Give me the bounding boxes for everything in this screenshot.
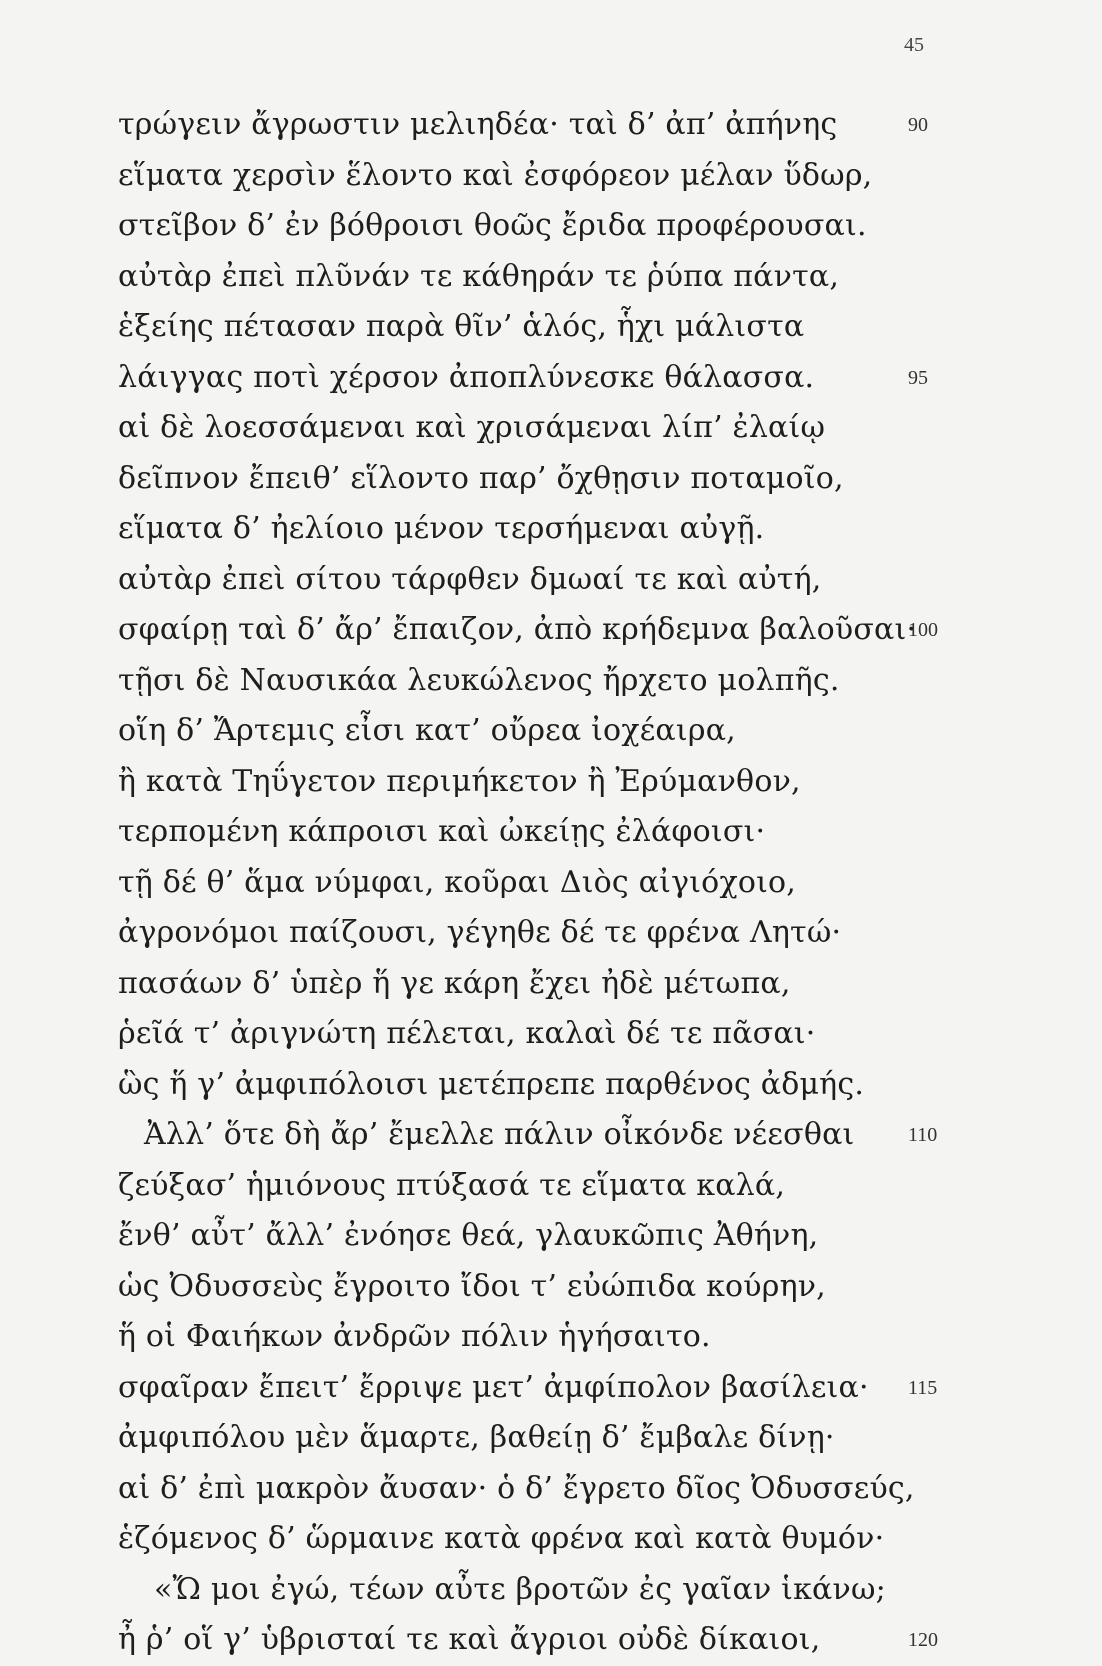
- verse-line: [118, 1363, 1078, 1414]
- verse-line: [118, 605, 1078, 656]
- verse-line: [118, 959, 1078, 1010]
- verse-line-text: τῇσι δὲ Ναυσικάα λευκώλενος ἤρχετο μολπῆς.: [118, 662, 840, 698]
- verse-line-text: ῥεῖά τ’ ἀριγνώτη πέλεται, καλαὶ δέ τε πᾶσαι·: [118, 1016, 816, 1051]
- verse-line-text: ζεύξασ’ ἡμιόνους πτύξασά τε εἵματα καλά,: [118, 1167, 786, 1203]
- verse-line-text: ἔνθ’ αὖτ’ ἄλλ’ ἐνόησε θεά, γλαυκῶπις Ἀθήνη,: [118, 1218, 819, 1253]
- verse-line-text: εἵματα δ’ ἠελίοιο μένον τερσήμεναι αὐγῇ.: [118, 511, 765, 546]
- verse-line: [118, 757, 1078, 808]
- verse-line-text: σφαῖραν ἔπειτ’ ἔρριψε μετ’ ἀμφίπολον βασίλεια·: [118, 1369, 869, 1405]
- verse-line: [118, 1009, 1078, 1060]
- verse-line-text: ὣς ἥ γ’ ἀμφιπόλοισι μετέπρεπε παρθένος ἀδμής.: [118, 1066, 865, 1102]
- verse-line-text: στεῖβον δ’ ἐν βόθροισι θοῶς ἔριδα προφέρουσαι.: [118, 208, 867, 243]
- verse-line-text: «Ὤ μοι ἐγώ, τέων αὖτε βροτῶν ἐς γαῖαν ἱκάνω;: [154, 1571, 886, 1607]
- verse-line-text: σφαίρῃ ταὶ δ’ ἄρ’ ἔπαιζον, ἀπὸ κρήδεμνα βαλοῦσαι·: [118, 612, 917, 647]
- verse-line-text: ἑζόμενος δ’ ὥρμαινε κατὰ φρένα καὶ κατὰ θυμόν·: [118, 1521, 885, 1556]
- verse-line-text: ἑξείης πέτασαν παρὰ θῖν’ ἁλός, ἧχι μάλιστα: [118, 309, 805, 344]
- verse-line: [118, 252, 1078, 303]
- verse-line: [118, 353, 1078, 404]
- verse-text: [118, 100, 1078, 1666]
- line-number: 90: [908, 114, 928, 136]
- verse-line: [118, 201, 1078, 252]
- verse-line-text: αἱ δ’ ἐπὶ μακρὸν ἄυσαν· ὁ δ’ ἔγρετο δῖος Ὀδυσσεύς,: [118, 1470, 915, 1506]
- verse-line-text: ὡς Ὀδυσσεὺς ἔγροιτο ἴδοι τ’ εὐώπιδα κούρην,: [118, 1268, 826, 1304]
- verse-line: [118, 1312, 1078, 1363]
- verse-line: [118, 454, 1078, 505]
- verse-line-text: Ἀλλ’ ὅτε δὴ ἄρ’ ἔμελλε πάλιν οἶκόνδε νέεσθαι: [144, 1117, 855, 1152]
- verse-line-text: ἢ κατὰ Τηΰγετον περιμήκετον ἢ Ἐρύμανθον,: [118, 763, 801, 799]
- verse-line-text: πασάων δ’ ὑπὲρ ἥ γε κάρη ἔχει ἠδὲ μέτωπα,: [118, 965, 791, 1001]
- verse-line-text: ἀμφιπόλου μὲν ἅμαρτε, βαθείῃ δ’ ἔμβαλε δίνῃ·: [118, 1420, 835, 1455]
- page-number: 45: [904, 34, 924, 56]
- verse-line-text: αἱ δὲ λοεσσάμεναι καὶ χρισάμεναι λίπ’ ἐλαίῳ: [118, 410, 826, 445]
- verse-line-text: λάιγγας ποτὶ χέρσον ἀποπλύνεσκε θάλασσα.: [118, 359, 815, 395]
- line-number: 95: [908, 366, 928, 389]
- verse-line-text: ἦ ῥ’ οἵ γ’ ὑβρισταί τε καὶ ἄγριοι οὐδὲ δίκαιοι,: [118, 1622, 821, 1657]
- verse-line-text: τερπομένη κάπροισι καὶ ὠκείῃς ἐλάφοισι·: [118, 814, 766, 849]
- verse-line: [118, 302, 1078, 353]
- verse-line-text: εἵματα χερσὶν ἕλοντο καὶ ἐσφόρεον μέλαν ὕδωρ,: [118, 157, 873, 193]
- verse-line: [118, 656, 1078, 707]
- verse-line: [118, 1615, 1078, 1666]
- verse-line-text: τῇ δέ θ’ ἅμα νύμφαι, κοῦραι Διὸς αἰγιόχοιο,: [118, 864, 797, 900]
- verse-line-text: τρώγειν ἄγρωστιν μελιηδέα· ταὶ δ’ ἀπ’ ἀπήνης: [118, 107, 838, 142]
- verse-line: [118, 1565, 1078, 1616]
- verse-line: [118, 1413, 1078, 1464]
- verse-line: [118, 1161, 1078, 1212]
- verse-line: [118, 1262, 1078, 1313]
- verse-line: [118, 555, 1078, 606]
- verse-line-text: αὐτὰρ ἐπεὶ σίτου τάρφθεν δμωαί τε καὶ αὐτή,: [118, 561, 822, 597]
- line-number: 115: [908, 1376, 938, 1399]
- verse-line: [118, 504, 1078, 555]
- verse-line-text: αὐτὰρ ἐπεὶ πλῦνάν τε κάθηράν τε ῥύπα πάντα,: [118, 258, 840, 294]
- line-number: 120: [908, 1629, 938, 1651]
- verse-line: [118, 403, 1078, 454]
- verse-line: [118, 1464, 1078, 1515]
- line-number: 100: [908, 619, 938, 641]
- verse-line: [118, 858, 1078, 909]
- verse-line: [118, 1060, 1078, 1111]
- verse-line: [118, 807, 1078, 858]
- verse-line: [118, 100, 1078, 151]
- verse-line: [118, 908, 1078, 959]
- verse-line-text: οἵη δ’ Ἄρτεμις εἶσι κατ’ οὔρεα ἰοχέαιρα,: [118, 713, 736, 748]
- verse-line: [118, 1110, 1078, 1161]
- verse-line: [118, 706, 1078, 757]
- verse-line: [118, 151, 1078, 202]
- verse-line-text: ἥ οἱ Φαιήκων ἀνδρῶν πόλιν ἡγήσαιτο.: [118, 1319, 711, 1354]
- verse-line-text: ἀγρονόμοι παίζουσι, γέγηθε δέ τε φρένα Λητώ·: [118, 915, 842, 950]
- verse-line: [118, 1211, 1078, 1262]
- verse-line: [118, 1514, 1078, 1565]
- line-number: 110: [908, 1124, 938, 1146]
- verse-line-text: δεῖπνον ἔπειθ’ εἵλοντο παρ’ ὄχθῃσιν ποταμοῖο,: [118, 460, 844, 496]
